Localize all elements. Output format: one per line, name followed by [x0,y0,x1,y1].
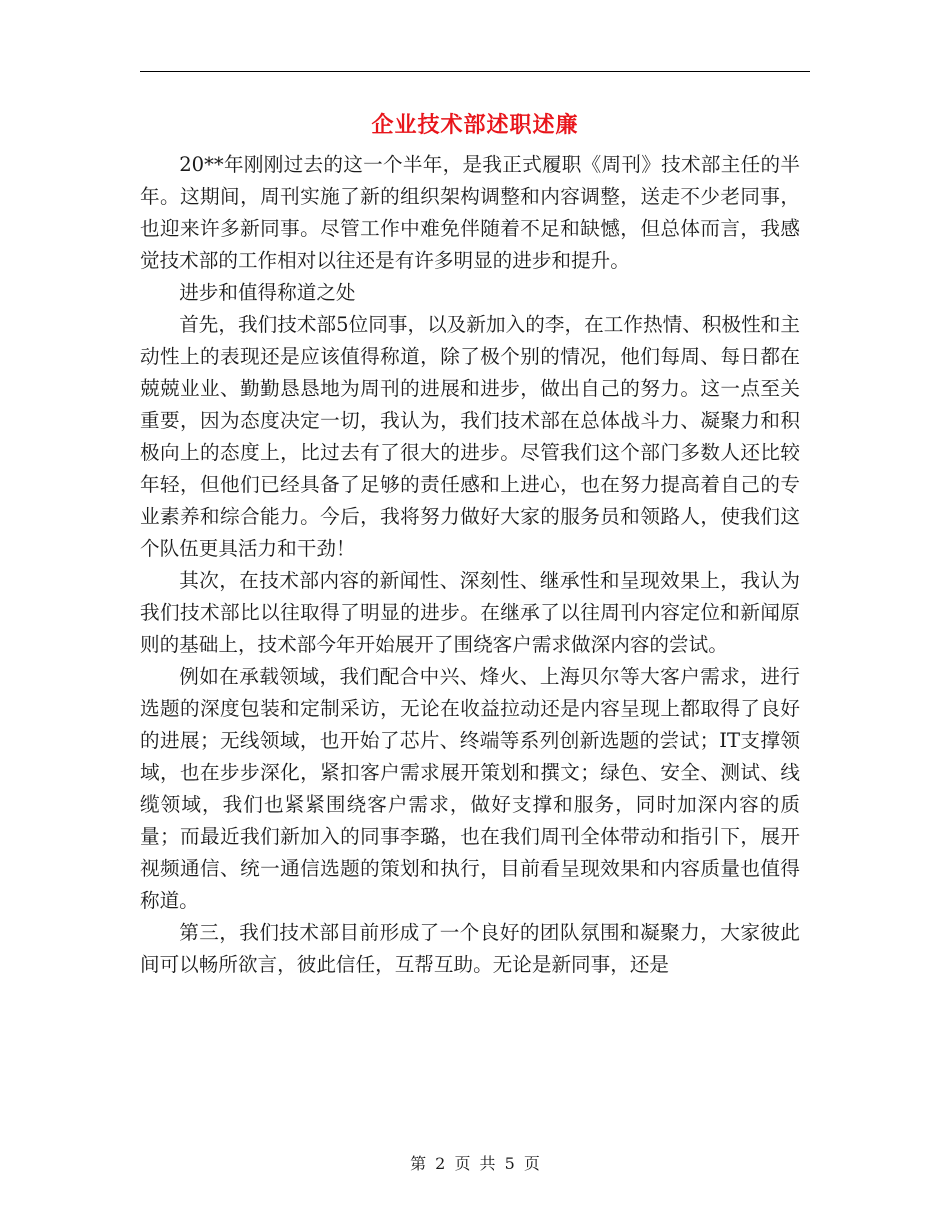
header-rule [140,71,810,72]
document-title: 企业技术部述职述廉 [371,112,579,138]
paragraph-first: 首先，我们技术部5位同事，以及新加入的李，在工作热情、积极性和主动性上的表现还是应该值得称道，除了极个别的情况，他们每周、每日都在兢兢业业、勤勤恳恳地为周刊的进展和进步，做出自己的努力。这一点至关重要，因为态度决定一切，我认为，我们技术部在总体战斗力、凝聚力和积极向上的态度上，比过去有了很大的进步。尽管我们这个部门多数人还比较年轻，但他们已经具备了足够的责任感和上进心，也在努力提高着自己的专业素养和综合能力。今后，我将努力做好大家的服务员和领路人，使我们这个队伍更具活力和干劲！ [140,313,800,560]
paragraph-example: 例如在承载领域，我们配合中兴、烽火、上海贝尔等大客户需求，进行选题的深度包装和定制采访，无论在收益拉动还是内容呈现上都取得了良好的进展；无线领域，也开始了芯片、终端等系列创新选题的尝试；IT支撑领域，也在步步深化，紧扣客户需求展开策划和撰文；绿色、安全、测试、线缆领域，我们也紧紧围绕客户需求，做好支撑和服务，同时加深内容的质量；而最近我们新加入的同事李璐，也在我们周刊全体带动和指引下，展开视频通信、统一通信选题的策划和执行，目前看呈现效果和内容质量也值得称道。 [140,665,800,912]
document-body [140,149,800,981]
page-footer: 第 2 页 共 5 页 [410,1154,540,1173]
paragraph-third: 第三，我们技术部目前形成了一个良好的团队氛围和凝聚力，大家彼此间可以畅所欲言，彼此信任，互帮互助。无论是新同事，还是 [140,921,800,976]
section-heading: 进步和值得称道之处 [179,281,356,304]
paragraph-second: 其次，在技术部内容的新闻性、深刻性、继承性和呈现效果上，我认为我们技术部比以往取得了明显的进步。在继承了以往周刊内容定位和新闻原则的基础上，技术部今年开始展开了围绕客户需求做深内容的尝试。 [140,569,800,656]
paragraph-intro: 20**年刚刚过去的这一个半年，是我正式履职《周刊》技术部主任的半年。这期间，周刊实施了新的组织架构调整和内容调整，送走不少老同事，也迎来许多新同事。尽管工作中难免伴随着不足和缺憾，但总体而言，我感觉技术部的工作相对以往还是有许多明显的进步和提升。 [140,153,800,272]
